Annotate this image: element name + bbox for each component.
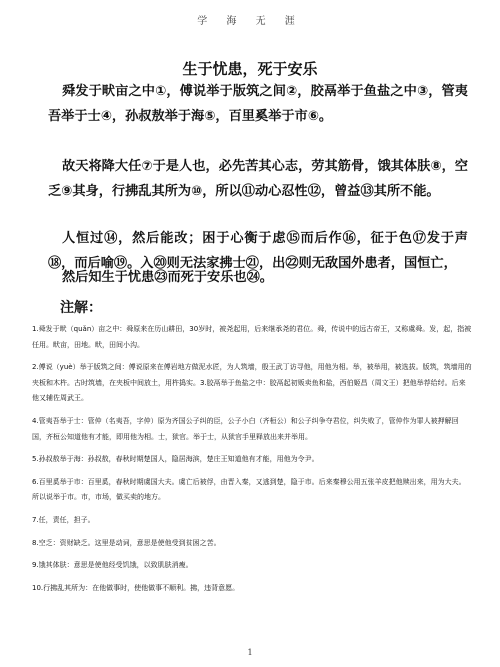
note-item: 8.空乏：资财缺乏。这里是动词，意思是使他受到贫困之苦。 [32,538,221,547]
body-paragraph-2 [48,155,468,204]
notes-heading: 注解： [60,300,102,316]
paragraph-text: 然后知生于忧患㉓而死于安乐也㉔。 [62,270,273,285]
page-title: 生于忧患，死于安乐 [182,60,318,78]
body-paragraph-4 [48,266,468,291]
note-item: 5.孙叔敖举于海：孙叔敖，春秋时期楚国人，隐居海滨，楚庄王知道他有才能，用他为令尹。 [32,455,319,464]
page-header: 学 海 无 涯 [197,16,303,27]
paragraph-text: 人恒过⑭，然后能改；困于心衡于虑⑮而后作⑯，征于色⑰发于声⑱，而后喻⑲。入⑳则无法家拂士㉑，出㉒则无敌国外患者，国恒亡， [48,231,468,271]
notes-list [32,322,472,603]
note-item: 2.傅说（yuè）举于版筑之间：傅说原来在傅岩地方做泥水匠，为人筑墙，殷王武丁访寻他，用他为相。举，被举用，被选拔。版筑，筑墙用的夹板和木杵。古时筑墙，在夹板中间放土，用杵捣实。3.胶鬲举于鱼盐之中：胶鬲起初贩卖鱼和盐，西伯姬昌（周文王）把他举荐给纣。后来他又辅佐周武王。 [32,363,472,403]
note-item: 6.百里奚举于市：百里奚，春秋时期虞国大夫。虞亡后被俘，由晋入秦，又逃到楚，隐于市。后来秦穆公用五张羊皮把他赎出来，用为大夫。所以说举于市。市，市场，做买卖的地方。 [32,477,466,502]
note-item: 1.舜发于畎（quǎn）亩之中：舜原来在历山耕田，30岁时，被尧起用，后来继承尧的君位。舜，传说中的远古帝王，又称虞舜。发，起，指被任用。畎亩，田地。畎，田间小沟。 [32,325,472,349]
note-item: 9.饿其体肤：意思是使他经受饥饿，以致肌肤消瘦。 [32,561,193,570]
note-item: 4.管夷吾举于士：管仲（名夷吾，字仲）原为齐国公子纠的臣，公子小白（齐桓公）和公子纠争夺君位，纠失败了，管仲作为罪人被押解回国，齐桓公知道他有才能，即用他为相。士，狱官。举于士，从狱官手里释放出来并举用。 [32,416,459,441]
body-paragraph-1 [48,80,468,129]
note-item: 7.任，责任，担子。 [32,515,95,524]
page-number: 1 [247,648,253,657]
note-item: 10.行拂乱其所为：在他做事时，使他做事不顺利。拂，违背意愿。 [32,583,240,592]
paragraph-text: 舜发于畎亩之中①，傅说举于版筑之间②，胶鬲举于鱼盐之中③，管夷吾举于士④，孙叔敖举于海⑤，百里奚举于市⑥。 [48,84,468,124]
paragraph-text: 故天将降大任⑦于是人也，必先苦其心志，劳其筋骨，饿其体肤⑧，空乏⑨其身，行拂乱其所为⑩，所以⑪动心忍性⑫，曾益⑬其所不能。 [48,159,468,199]
